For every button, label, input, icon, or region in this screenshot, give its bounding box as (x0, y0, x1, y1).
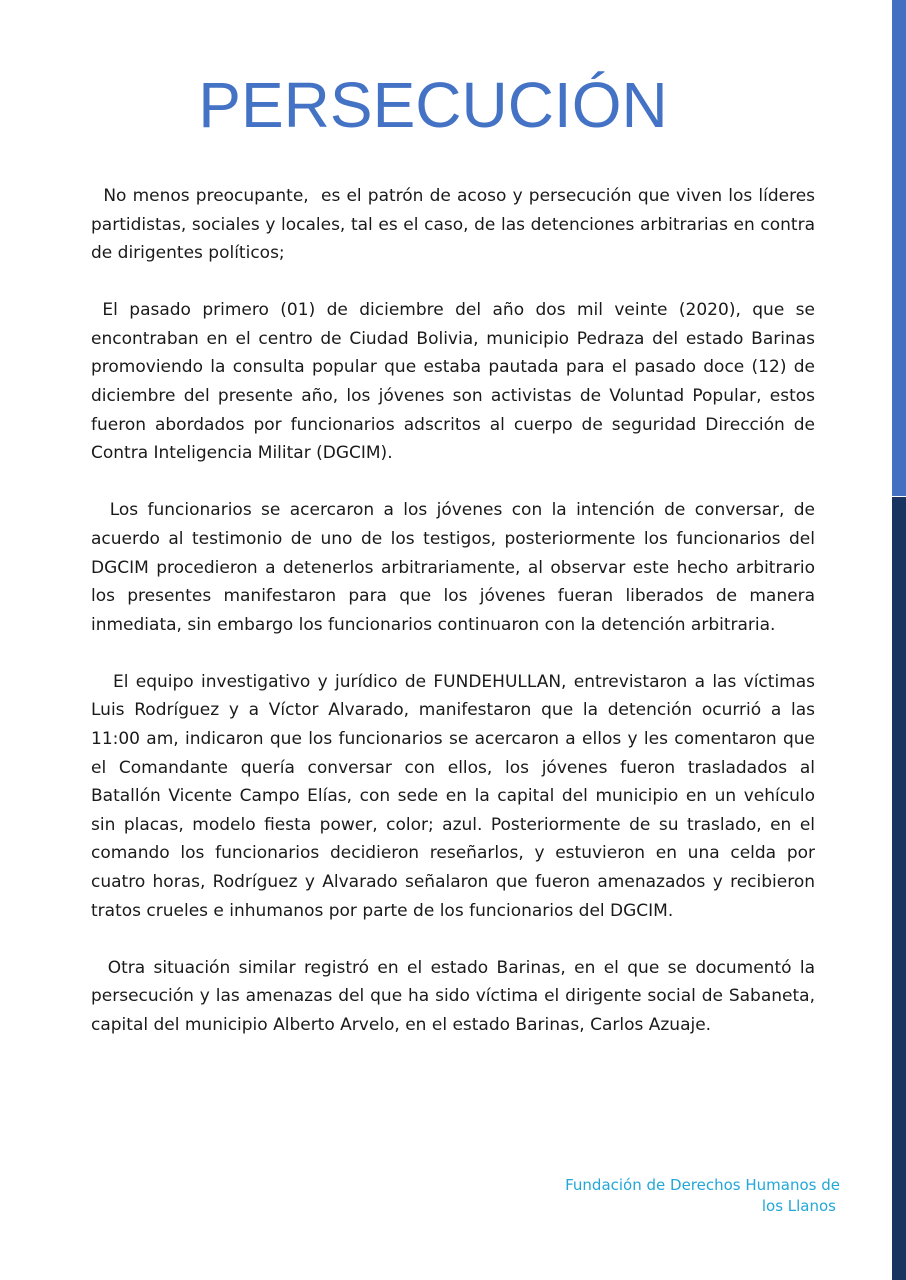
paragraph-detention: Los funcionarios se acercaron a los jóvenes con la intención de conversar, de acuerdo al testimonio de uno de los testigos, posteriormente los funcionarios del DGCIM procedieron a detenerlos arbitrariamente, al observar este hecho arbitrario los presentes manifestaron para que los jóvenes fueran liberados de manera inmediata, sin embargo los funcionarios continuaron con la detención arbitraria. (91, 500, 821, 635)
paragraph-intro: No menos preocupante, es el patrón de acoso y persecución que viven los líderes partidistas, sociales y locales, tal es el caso, de las detenciones arbitrarias en contra de dirigentes políticos; (91, 186, 821, 264)
paragraph-other-case: Otra situación similar registró en el estado Barinas, en el que se documentó la persecución y las amenazas del que ha sido víctima el dirigente social de Sabaneta, capital del municipio Alberto Arvelo, en el estado Barinas, Carlos Azuaje. (91, 957, 821, 1035)
footer-organization (540, 1175, 840, 1217)
side-accent-bar-bottom (892, 497, 906, 1280)
footer-line-2: los Llanos (761, 1197, 836, 1215)
footer-line-1: Fundación de Derechos Humanos de (565, 1176, 840, 1194)
paragraph-investigation: El equipo investigativo y jurídico de FUNDEHULLAN, entrevistaron a las víctimas Luis Rodríguez y a Víctor Alvarado, manifestaron que la detención ocurrió a las 11:00 am, indicaron que los funcionarios se acercaron a ellos y les comentaron que el Comandante quería conversar con ellos, los jóvenes fueron trasladados al Batallón Vicente Campo Elías, con sede en la capital del municipio en un vehículo sin placas, modelo fiesta power, color; azul. Posteriormente de su traslado, en el comando los funcionarios decidieron reseñarlos, y estuvieron en una celda por cuatro horas, Rodríguez y Alvarado señalaron que fueron amenazados y recibieron tratos crueles e inhumanos por parte de los funcionarios del DGCIM. (91, 671, 821, 921)
page-title: PERSECUCIÓN (198, 69, 668, 141)
paragraph-event: El pasado primero (01) de diciembre del año dos mil veinte (2020), que se encontraban en el centro de Ciudad Bolivia, municipio Pedraza del estado Barinas promoviendo la consulta popular que estaba pautada para el pasado doce (12) de diciembre del presente año, los jóvenes son activistas de Voluntad Popular, estos fueron abordados por funcionarios adscritos al cuerpo de seguridad Dirección de Contra Inteligencia Militar (DGCIM). (91, 300, 821, 464)
side-accent-bar-top (892, 0, 906, 496)
document-body (91, 182, 821, 1068)
